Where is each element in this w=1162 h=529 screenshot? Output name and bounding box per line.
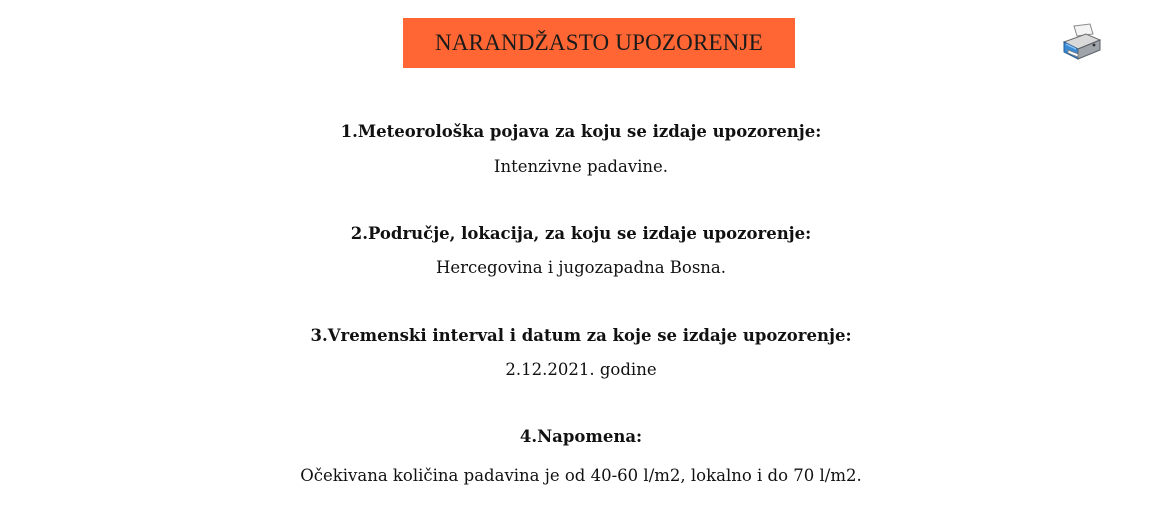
section-heading: 4.Napomena: (519, 427, 643, 446)
section-phenomenon (0, 122, 1162, 176)
section-value: Očekivana količina padavina je od 40-60 l/m2, lokalno i do 70 l/m2. (300, 466, 862, 485)
warning-level-title: NARANDŽASTO UPOZORENJE (435, 30, 763, 55)
print-button[interactable] (1060, 22, 1104, 62)
section-value: 2.12.2021. godine (505, 360, 657, 379)
section-time-interval (0, 326, 1162, 379)
warning-level-banner (403, 18, 795, 68)
printer-icon (1060, 22, 1104, 62)
section-value: Intenzivne padavine. (493, 157, 669, 176)
section-note (0, 427, 1162, 485)
section-area (0, 224, 1162, 277)
section-value: Hercegovina i jugozapadna Bosna. (435, 258, 727, 277)
section-heading: 2.Područje, lokacija, za koju se izdaje upozorenje: (350, 224, 812, 243)
section-heading: 3.Vremenski interval i datum za koje se izdaje upozorenje: (310, 326, 852, 345)
section-heading: 1.Meteorološka pojava za koju se izdaje upozorenje: (340, 122, 822, 141)
